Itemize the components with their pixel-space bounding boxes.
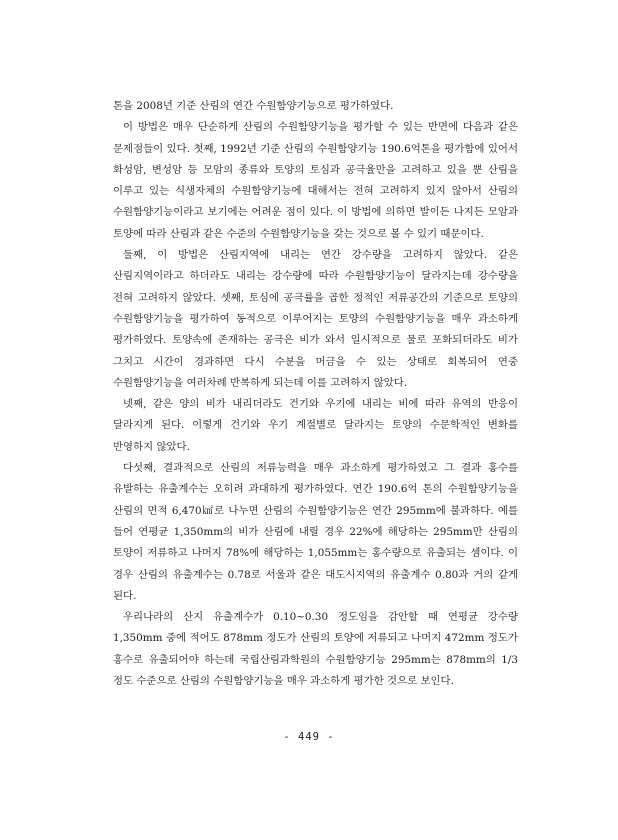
paragraph-fourth-issue: 넷째, 같은 양의 비가 내리더라도 건기와 우기에 내리는 비에 따라 유역의 반응이 달라지게 된다. 이렇게 건기와 우기 계절별로 달라지는 토양의 수문학적인 변화를 반영하지 않았다. xyxy=(113,398,518,453)
page-body xyxy=(113,96,518,692)
paragraph-second-third-issues: 둘째, 이 방법은 산림지역에 내리는 연간 강수량을 고려하지 않았다. 같은 산림지역이라고 하더라도 내리는 강수량에 따라 수원함양기능이 달라지는데 강수량을 전혀 고려하지 않았다. 셋째, 토심에 공극률을 곱한 정적인 저류공간의 기준으로 토양의 수원함양기능을 평가하여 동적으로 이루어지는 토양의 수원함양기능을 매우 과소하게 평가하였다. 토양속에 존재하는 공극은 비가 와서 일시적으로 물로 포화되더라도 비가 그치고 시간이 경과하면 다시 수분을 머금을 수 있는 상태로 회복되어 연중 수원함양기능을 여러차례 반복하게 되는데 이를 고려하지 않았다. xyxy=(113,249,518,389)
paragraph-fifth-issue: 다섯째, 결과적으로 산림의 저류능력을 매우 과소하게 평가하였고 그 결과 홍수를 유발하는 유출계수는 오히려 과대하게 평가하였다. 연간 190.6억 톤의 수원함양기능을 산림의 면적 6,470㎢로 나누면 산림의 수원함양기능은 연간 295mm에 불과하다. 예를 들어 연평균 1,350mm의 비가 산림에 내릴 경우 22%에 해당하는 295mm만 산림의 토양이 저류하고 나머지 78%에 해당하는 1,055mm는 홍수량으로 유출되는 셈이다. 이 경우 산림의 유출계수는 0.78로 서울과 같은 대도시지역의 유출계수 0.80과 거의 같게 된다. xyxy=(113,462,518,602)
paragraph-method-problems: 이 방법은 매우 단순하게 산림의 수원함양기능을 평가할 수 있는 반면에 다음과 같은 문제점들이 있다. 첫째, 1992년 기준 산림의 수원함양기능 190.6억톤을 평가함에 있어서 화성암, 변성암 등 모암의 종류와 토양의 토심과 공극율만을 고려하고 있을 뿐 산림을 이루고 있는 식생자체의 수원함양기능에 대해서는 전혀 고려하지 있지 않아서 산림의 수원함양기능이라고 보기에는 어려운 점이 있다. 이 방법에 의하면 발이든 나지든 모암과 토양에 따라 산림과 같은 수준의 수원함양기능을 갖는 것으로 볼 수 있기 때문이다. xyxy=(113,121,518,240)
paragraph-runoff-coefficient: 우리나라의 산지 유출계수가 0.10~0.30 정도임을 감안할 때 연평균 강수량 1,350mm 중에 적어도 878mm 정도가 산림의 토양에 저류되고 나머지 472mm 정도가 홍수로 유출되어야 하는데 국립산림과학원의 수원함양기능 295mm는 878mm의 1/3 정도 수준으로 산림의 수원함양기능을 매우 과소하게 평가한 것으로 보인다. xyxy=(113,611,518,688)
page-number: - 449 - xyxy=(283,731,335,743)
paragraph-continuation: 톤을 2008년 기준 산림의 연간 수원함양기능으로 평가하였다. xyxy=(113,100,394,112)
